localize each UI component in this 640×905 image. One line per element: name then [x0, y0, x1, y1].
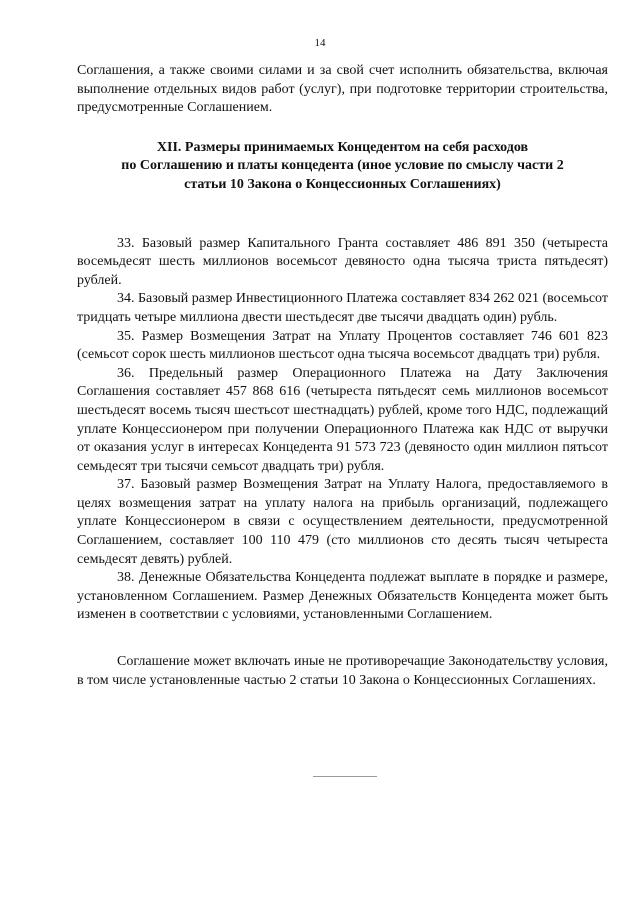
clause-34: 34. Базовый размер Инвестиционного Платежа составляет 834 262 021 (восемьсот тридцать четыре миллиона двести шестьдесят две тысячи двадцать один) рубль.: [77, 291, 608, 325]
clause-37: 37. Базовый размер Возмещения Затрат на Уплату Налога, предоставляемого в целях возмещения затрат на уплату налога на прибыль организаций, подлежащего уплате Концессионером в связи с осуществлением деятельности, предусмотренной Соглашением, составляет 100 110 479 (сто миллионов сто десять тысяч четыреста семьдесят девять) рублей.: [77, 477, 608, 567]
intro-paragraph: Соглашения, а также своими силами и за свой счет исполнить обязательства, включая выполнение отдельных видов работ (услуг), при подготовке территории строительства, предусмотренные Соглашением.: [77, 63, 608, 116]
clause-33: 33. Базовый размер Капитального Гранта составляет 486 891 350 (четыреста восемьдесят шесть миллионов восемьсот девяносто одна тысяча триста пятьдесят) рублей.: [77, 235, 608, 288]
document-body: [77, 62, 608, 690]
section-heading-line-2: по Соглашению и платы концедента (иное условие по смыслу части 2: [121, 158, 564, 174]
clause-38: 38. Денежные Обязательства Концедента подлежат выплате в порядке и размере, установленном Соглашением. Размер Денежных Обязательств Концедента может быть изменен в соответствии с условиями, установленными Соглашением.: [77, 570, 608, 623]
clause-36: 36. Предельный размер Операционного Платежа на Дату Заключения Соглашения составляет 457 868 616 (четыреста пятьдесят семь миллионов восемьсот шестьдесят восемь тысяч шестьсот шестнадцать) рублей, кроме того НДС, подлежащий уплате Концессионером при получении Операционного Платежа как НДС от выручки от оказания услуг в интересах Концедента 91 573 723 (девяносто один миллион пятьсот семьдесят три тысячи семьсот двадцать три) рубля.: [77, 365, 608, 474]
section-heading-line-1: XII. Размеры принимаемых Концедентом на себя расходов: [156, 139, 529, 155]
clause-35: 35. Размер Возмещения Затрат на Уплату Процентов составляет 746 601 823 (семьсот сорок шесть миллионов шестьсот одна тысяча восемьсот двадцать три) рубля.: [77, 328, 608, 363]
section-heading: [77, 139, 608, 195]
page-number: 14: [314, 37, 326, 49]
end-divider: [313, 776, 377, 777]
closing-paragraph: Соглашение может включать иные не противоречащие Законодательству условия, в том числе установленные частью 2 статьи 10 Закона о Концессионных Соглашениях.: [77, 654, 608, 688]
section-heading-line-3: статьи 10 Закона о Концессионных Соглашениях): [184, 176, 501, 192]
